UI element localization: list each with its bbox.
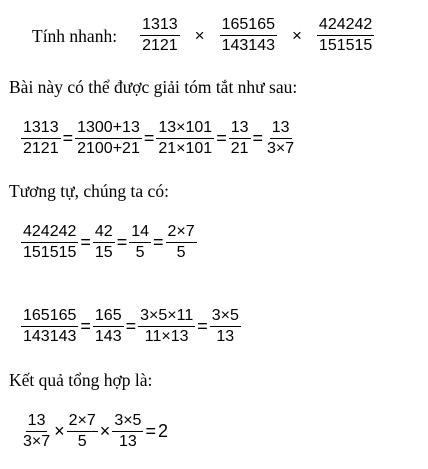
- fraction: $\frac{13}{21}$: [230, 119, 249, 157]
- equals-sign: =: [197, 316, 208, 336]
- equals-sign: =: [145, 421, 156, 441]
- fraction: $\frac{3\times 5\times 11}{11\times 13}$: [140, 307, 194, 345]
- equals-sign: =: [80, 232, 91, 252]
- fraction: $\frac{424242}{151515}$: [23, 223, 77, 261]
- fraction: $\frac{42}{15}$: [94, 223, 113, 261]
- result-label: Kết quả tổng hợp là:: [9, 370, 153, 390]
- equals-sign: =: [153, 232, 164, 252]
- problem-line: [32, 16, 375, 55]
- problem-fraction-1: $\frac{1313}{2121}$: [142, 16, 178, 54]
- fraction: $\frac{1313}{2121}$: [23, 119, 59, 157]
- fraction: $\frac{1300+13}{2100+21}$: [77, 119, 140, 157]
- equals-sign: =: [80, 316, 91, 336]
- fraction: $\frac{13}{3\times 7}$: [23, 412, 51, 450]
- fraction: $\frac{3\times 5}{13}$: [114, 412, 142, 450]
- fraction: $\frac{2\times 7}{5}$: [68, 412, 96, 450]
- final-result: 2: [157, 421, 168, 441]
- problem-fraction-2: $\frac{165165}{143143}$: [221, 16, 275, 54]
- fraction: $\frac{2\times 7}{5}$: [167, 223, 195, 261]
- times-sign: ×: [54, 421, 65, 441]
- fraction: $\frac{3\times 5}{13}$: [211, 307, 239, 345]
- equals-sign: =: [143, 128, 155, 148]
- fraction: $\frac{14}{5}$: [131, 223, 150, 261]
- equals-sign: =: [252, 128, 264, 148]
- step3-equation: [20, 307, 242, 346]
- fraction: $\frac{165}{143}$: [94, 307, 122, 345]
- problem-label: Tính nhanh:: [32, 25, 118, 46]
- equals-sign: =: [216, 128, 227, 148]
- step1-equation: [20, 119, 297, 158]
- fraction: $\frac{13\times 101}{21\times 101}$: [158, 119, 213, 157]
- step2-equation: [20, 223, 198, 262]
- equals-sign: =: [116, 232, 128, 252]
- times-sign: ×: [291, 25, 302, 45]
- similar-text: Tương tự, chúng ta có:: [9, 181, 169, 201]
- final-equation: [20, 412, 169, 451]
- equals-sign: =: [125, 316, 137, 336]
- problem-fraction-3: $\frac{424242}{151515}$: [318, 16, 373, 54]
- fraction: $\frac{13}{3\times 7}$: [267, 119, 295, 157]
- fraction: $\frac{165165}{143143}$: [23, 307, 77, 345]
- equals-sign: =: [62, 128, 74, 148]
- intro-text: Bài này có thể được giải tóm tắt như sau:: [9, 77, 298, 97]
- times-sign: ×: [99, 421, 111, 441]
- times-sign: ×: [194, 25, 205, 45]
